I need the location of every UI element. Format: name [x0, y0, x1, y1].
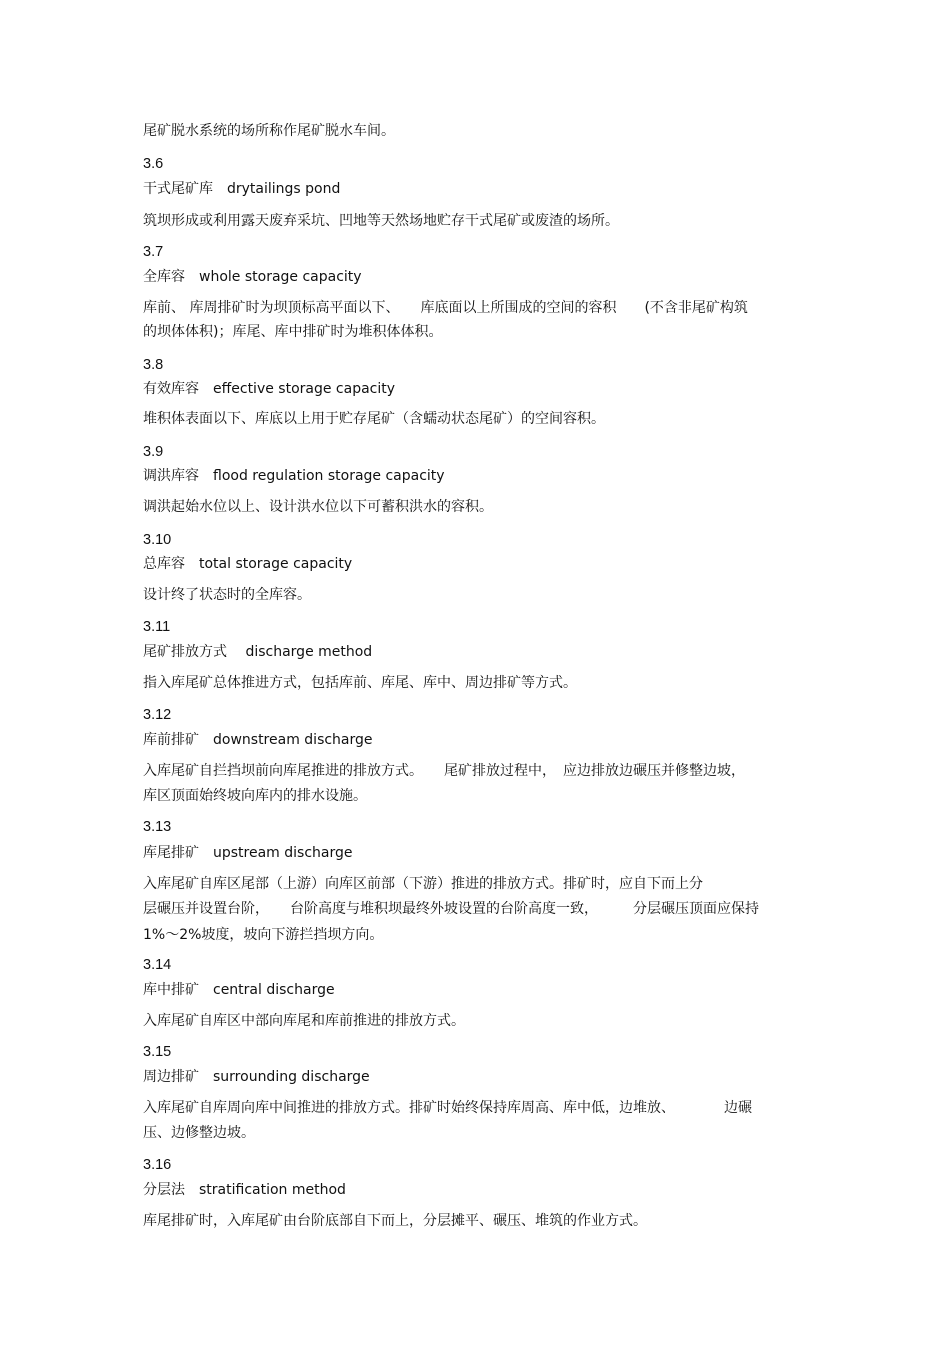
section-definition: 层碾压并设置台阶， 台阶高度与堆积坝最终外坡设置的台阶高度一致， 分层碾压顶面应保持: [143, 901, 759, 917]
section-definition: 筑坝形成或利用露天废弃采坑、凹地等天然场地贮存干式尾矿或废渣的场所。: [143, 213, 619, 229]
section-definition: 入库尾矿自拦挡坝前向库尾推进的排放方式。 尾矿排放过程中， 应边排放边碾压并修整边坡，: [143, 763, 745, 779]
section-number: 3.9: [143, 444, 164, 460]
section-definition: 库区顶面始终坡向库内的排水设施。: [143, 788, 367, 804]
section-term: 尾矿排放方式 discharge method: [143, 644, 373, 660]
section-term: 干式尾矿库 drytailings pond: [143, 181, 341, 197]
section-number: 3.12: [143, 707, 172, 723]
section-number: 3.8: [143, 357, 164, 373]
section-term: 总库容 total storage capacity: [143, 556, 353, 572]
section-definition: 入库尾矿自库区尾部（上游）向库区前部（下游）推进的排放方式。排矿时，应自下而上分: [143, 876, 703, 892]
section-number: 3.11: [143, 619, 171, 635]
section-number: 3.6: [143, 156, 164, 172]
section-definition: 调洪起始水位以上、设计洪水位以下可蓄积洪水的容积。: [143, 499, 493, 515]
section-number: 3.16: [143, 1157, 172, 1173]
section-definition: 库前、 库周排矿时为坝顶标高平面以下、 库底面以上所围成的空间的容积 (不含非尾矿构筑: [143, 300, 748, 316]
section-definition: 压、边修整边坡。: [143, 1125, 255, 1141]
section-definition: 1%～2%坡度，坡向下游拦挡坝方向。: [143, 927, 384, 943]
section-term: 全库容 whole storage capacity: [143, 269, 362, 285]
section-definition: 库尾排矿时，入库尾矿由台阶底部自下而上，分层摊平、碾压、堆筑的作业方式。: [143, 1213, 647, 1229]
section-number: 3.14: [143, 957, 172, 973]
section-term: 分层法 stratification method: [143, 1182, 346, 1198]
section-number: 3.7: [143, 244, 164, 260]
section-term: 库尾排矿 upstream discharge: [143, 845, 353, 861]
section-term: 库前排矿 downstream discharge: [143, 732, 373, 748]
section-term: 周边排矿 surrounding discharge: [143, 1069, 370, 1085]
section-definition: 堆积体表面以下、库底以上用于贮存尾矿（含蠕动状态尾矿）的空间容积。: [143, 411, 605, 427]
section-term: 调洪库容 flood regulation storage capacity: [143, 468, 445, 484]
section-number: 3.10: [143, 532, 172, 548]
section-definition: 入库尾矿自库周向库中间推进的排放方式。排矿时始终保持库周高、库中低，边堆放、 边碾: [143, 1100, 752, 1116]
section-term: 有效库容 effective storage capacity: [143, 381, 396, 397]
section-number: 3.15: [143, 1044, 172, 1060]
section-definition: 的坝体体积)；库尾、库中排矿时为堆积体体积。: [143, 324, 443, 340]
section-definition: 设计终了状态时的全库容。: [143, 587, 311, 603]
section-number: 3.13: [143, 819, 172, 835]
section-definition: 入库尾矿自库区中部向库尾和库前推进的排放方式。: [143, 1013, 465, 1029]
section-term: 库中排矿 central discharge: [143, 982, 335, 998]
intro-text: 尾矿脱水系统的场所称作尾矿脱水车间。: [143, 123, 395, 139]
section-definition: 指入库尾矿总体推进方式，包括库前、库尾、库中、周边排矿等方式。: [143, 675, 577, 691]
